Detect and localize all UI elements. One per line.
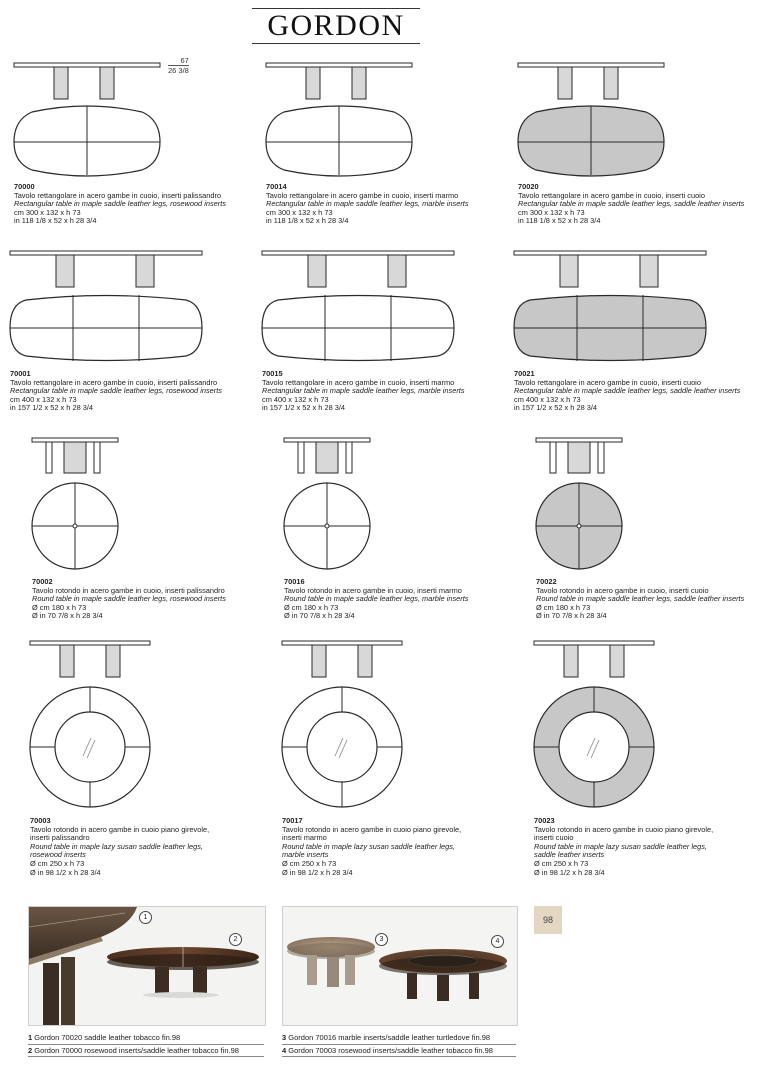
photo-left [28, 906, 266, 1026]
photo-marker-1: 1 [139, 911, 152, 924]
photo-marker-4: 4 [491, 935, 504, 948]
table-70002-drawing [30, 436, 122, 576]
table-70014-drawing [264, 60, 414, 180]
product-desc-70022 [536, 578, 744, 621]
product-code: 70001 [10, 369, 31, 378]
brand-title: GORDON [252, 8, 420, 44]
product-code: 70016 [284, 577, 305, 586]
product-it: Tavolo rotondo in acero gambe in cuoio, inserti marmo [284, 585, 462, 595]
product-it: Tavolo rettangolare in acero gambe in cuoio, inserti cuoio [514, 377, 701, 387]
product-desc-70023 [534, 817, 713, 877]
table-70015-drawing [260, 248, 456, 368]
product-code: 70014 [266, 182, 287, 191]
product-code: 70020 [518, 182, 539, 191]
product-dim-cm: cm 300 x 132 x h 73 [518, 207, 585, 217]
product-desc-70002 [32, 578, 226, 621]
product-it-line: inserti palissandro [30, 833, 90, 843]
product-dim-cm: cm 300 x 132 x h 73 [266, 207, 333, 217]
product-code: 70000 [14, 182, 35, 191]
product-en: Rectangular table in maple saddle leather legs, marble inserts [262, 386, 465, 396]
photo-captions-right [282, 1033, 516, 1058]
product-en: Rectangular table in maple saddle leather legs, saddle leather inserts [514, 386, 741, 396]
product-dim-in: Ø in 98 1/2 x h 28 3/4 [30, 867, 101, 877]
product-it: Tavolo rettangolare in acero gambe in cuoio, inserti palissandro [10, 377, 218, 387]
product-it-line: Tavolo rotondo in acero gambe in cuoio piano girevole, [534, 824, 714, 834]
caption-1: 1 Gordon 70020 saddle leather tobacco fin.98 [28, 1033, 264, 1045]
product-desc-70021 [514, 370, 740, 413]
product-en-line: saddle leather inserts [534, 850, 605, 860]
product-dim-in: Ø in 98 1/2 x h 28 3/4 [282, 867, 353, 877]
product-dim-cm: Ø cm 180 x h 73 [32, 602, 87, 612]
product-en-line: marble inserts [282, 850, 329, 860]
table-70001-drawing [8, 248, 204, 368]
product-dim-cm: Ø cm 180 x h 73 [284, 602, 339, 612]
product-it: Tavolo rotondo in acero gambe in cuoio, inserti palissandro [32, 585, 225, 595]
page-number: 98 [534, 906, 562, 934]
product-en-line: Round table in maple lazy susan saddle leather legs, [282, 841, 455, 851]
product-it: Tavolo rettangolare in acero gambe in cuoio, inserti marmo [266, 190, 459, 200]
table-70020-drawing [516, 60, 666, 180]
product-desc-70001 [10, 370, 222, 413]
product-code: 70021 [514, 369, 535, 378]
product-en: Round table in maple saddle leather legs, saddle leather inserts [536, 594, 745, 604]
product-desc-70017 [282, 817, 461, 877]
product-dim-cm: cm 400 x 132 x h 73 [514, 394, 581, 404]
product-dim-in: Ø in 70 7/8 x h 28 3/4 [536, 611, 607, 621]
product-desc-70016 [284, 578, 468, 621]
product-dim-in: Ø in 70 7/8 x h 28 3/4 [284, 611, 355, 621]
product-en: Rectangular table in maple saddle leather legs, marble inserts [266, 199, 469, 209]
photo-captions-left [28, 1033, 264, 1058]
product-en-line: Round table in maple lazy susan saddle leather legs, [534, 841, 707, 851]
dimension-inches: 26 3/8 [168, 66, 189, 75]
product-desc-70015 [262, 370, 465, 413]
product-en: Rectangular table in maple saddle leather legs, rosewood inserts [10, 386, 222, 396]
product-dim-in: in 118 1/8 x 52 x h 28 3/4 [518, 216, 601, 226]
product-it: Tavolo rettangolare in acero gambe in cuoio, inserti palissandro [14, 190, 222, 200]
product-en: Rectangular table in maple saddle leather legs, rosewood inserts [14, 199, 226, 209]
product-dim-in: in 157 1/2 x 52 x h 28 3/4 [262, 403, 346, 413]
table-70023-drawing [532, 638, 658, 814]
product-it-line: Tavolo rotondo in acero gambe in cuoio piano girevole, [282, 824, 462, 834]
product-code: 70023 [534, 816, 555, 825]
product-dim-in: in 157 1/2 x 52 x h 28 3/4 [10, 403, 94, 413]
product-dim-cm: Ø cm 250 x h 73 [282, 858, 337, 868]
photo-left-illustration [29, 907, 265, 1025]
product-dim-cm: cm 400 x 132 x h 73 [10, 394, 77, 404]
product-code: 70003 [30, 816, 51, 825]
product-dim-cm: cm 300 x 132 x h 73 [14, 207, 81, 217]
product-en-line: Round table in maple lazy susan saddle leather legs, [30, 841, 203, 851]
product-dim-cm: Ø cm 250 x h 73 [30, 858, 85, 868]
table-70017-drawing [280, 638, 406, 814]
product-it-line: Tavolo rotondo in acero gambe in cuoio piano girevole, [30, 824, 210, 834]
product-desc-70020 [518, 183, 744, 226]
product-dim-in: in 118 1/8 x 52 x h 28 3/4 [266, 216, 349, 226]
product-desc-70014 [266, 183, 469, 226]
photo-marker-2: 2 [229, 933, 242, 946]
product-en-line: rosewood inserts [30, 850, 86, 860]
product-dim-in: Ø in 70 7/8 x h 28 3/4 [32, 611, 103, 621]
table-70003-drawing [28, 638, 154, 814]
product-code: 70015 [262, 369, 283, 378]
product-code: 70022 [536, 577, 557, 586]
product-dim-cm: Ø cm 180 x h 73 [536, 602, 591, 612]
product-it-line: inserti cuoio [534, 833, 574, 843]
product-en: Rectangular table in maple saddle leather legs, saddle leather inserts [518, 199, 745, 209]
photo-marker-3: 3 [375, 933, 388, 946]
caption-4: 4 Gordon 70003 rosewood inserts/saddle leather tobacco fin.98 [282, 1046, 516, 1058]
table-70000-drawing [12, 60, 162, 180]
product-dim-cm: Ø cm 250 x h 73 [534, 858, 589, 868]
product-dim-cm: cm 400 x 132 x h 73 [262, 394, 329, 404]
product-dim-in: Ø in 98 1/2 x h 28 3/4 [534, 867, 605, 877]
product-dim-in: in 157 1/2 x 52 x h 28 3/4 [514, 403, 598, 413]
product-code: 70017 [282, 816, 303, 825]
dimension-note [168, 56, 189, 75]
product-it-line: inserti marmo [282, 833, 327, 843]
product-desc-70003 [30, 817, 209, 877]
caption-3: 3 Gordon 70016 marble inserts/saddle leather turtledove fin.98 [282, 1033, 516, 1045]
photo-right [282, 906, 518, 1026]
table-70016-drawing [282, 436, 374, 576]
product-code: 70002 [32, 577, 53, 586]
product-dim-in: in 118 1/8 x 52 x h 28 3/4 [14, 216, 97, 226]
photo-right-illustration [283, 907, 517, 1025]
product-desc-70000 [14, 183, 226, 226]
product-it: Tavolo rotondo in acero gambe in cuoio, inserti cuoio [536, 585, 709, 595]
caption-2: 2 Gordon 70000 rosewood inserts/saddle leather tobacco fin.98 [28, 1046, 264, 1058]
product-en: Round table in maple saddle leather legs, marble inserts [284, 594, 469, 604]
table-70022-drawing [534, 436, 626, 576]
product-en: Round table in maple saddle leather legs, rosewood inserts [32, 594, 226, 604]
dimension-cm: 67 [168, 56, 189, 66]
product-it: Tavolo rettangolare in acero gambe in cuoio, inserti marmo [262, 377, 455, 387]
table-70021-drawing [512, 248, 708, 368]
product-it: Tavolo rettangolare in acero gambe in cuoio, inserti cuoio [518, 190, 705, 200]
